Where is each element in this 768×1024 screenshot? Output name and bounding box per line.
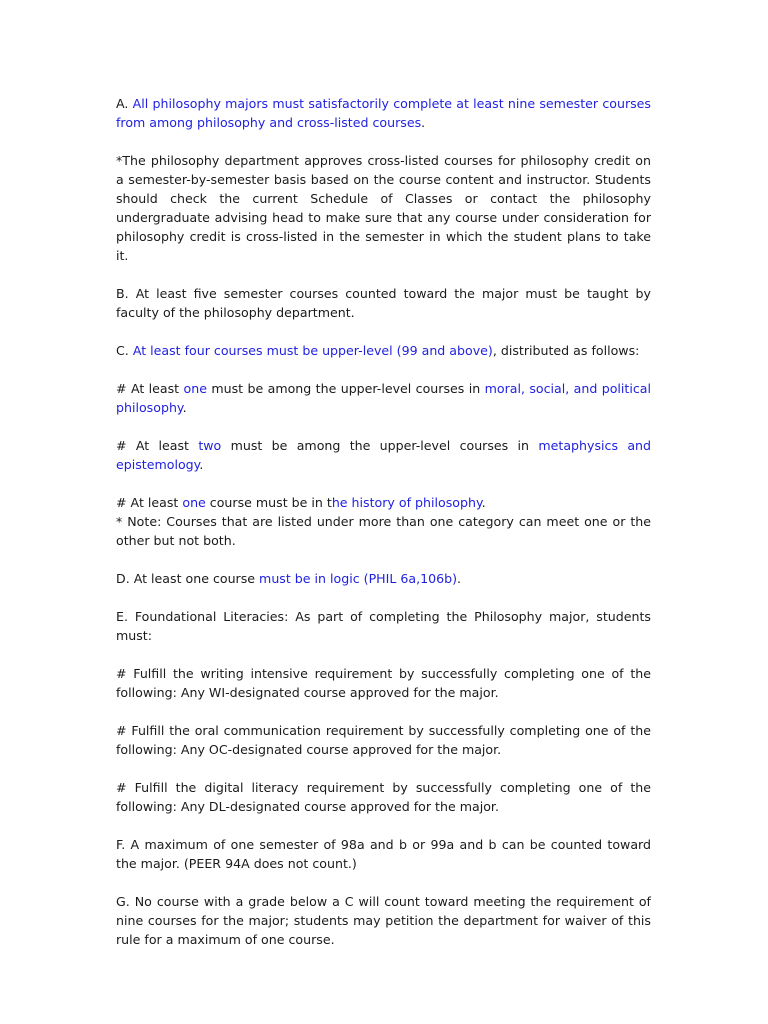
highlight-area: metaphysics and epistemology [116,438,652,472]
requirement-e: E. Foundational Literacies: As part of completing the Philosophy major, students must: [116,609,651,643]
requirement-e-writing: # Fulfill the writing intensive requirement by successfully completing one of the following: Any WI-designated course approved for the major. [116,666,651,700]
text-segment: must be among the upper-level courses in [206,381,485,396]
requirement-c [116,341,651,360]
highlight-area: he history of philosophy [331,495,482,510]
category-note: * Note: Courses that are listed under more than one category can meet one or the other but not both. [116,514,651,548]
text-segment: # At least [116,438,199,453]
requirement-c-label: C. [116,343,133,358]
requirement-c-metaphysics [116,436,651,474]
highlight-area: moral, social, and political philosophy [116,381,651,415]
text-segment: must be among the upper-level courses in [221,438,539,453]
requirement-a-label: A. [116,96,133,111]
highlight-count: two [198,438,222,453]
highlight-count: one [183,381,207,396]
requirement-c-moral [116,379,651,417]
requirement-d-highlight: must be in logic (PHIL 6a,106b) [259,571,458,586]
text-segment: # At least [116,495,183,510]
requirement-d [116,569,651,588]
requirement-c-history [116,493,651,512]
cross-listed-note: *The philosophy department approves cross-listed courses for philosophy credit on a semester-by-semester basis based on the course content and instructor. Students should check the current Schedule of Classes or contact the philosophy undergraduate advising head to make sure that any course under consideration for philosophy credit is cross-listed in the semester in which the student plans to take it. [116,153,651,263]
requirement-a-suffix: . [421,115,426,130]
text-segment: . [481,495,486,510]
requirement-a [116,94,651,132]
requirement-e-digital: # Fulfill the digital literacy requirement by successfully completing one of the following: Any DL-designated course approved for the major. [116,780,651,814]
highlight-count: one [182,495,206,510]
requirement-d-label: D. At least one course [116,571,260,586]
text-segment: . [199,457,204,472]
requirement-e-oral: # Fulfill the oral communication requirement by successfully completing one of the following: Any OC-designated course approved for the major. [116,723,651,757]
document-page [116,94,651,968]
requirement-a-highlight: All philosophy majors must satisfactorily complete at least nine semester courses from among philosophy and cross-listed courses [116,96,651,130]
requirement-c-suffix: , distributed as follows: [492,343,640,358]
requirement-g: G. No course with a grade below a C will count toward meeting the requirement of nine courses for the major; students may petition the department for waiver of this rule for a maximum of one course. [116,894,651,947]
text-segment: course must be in t [205,495,332,510]
text-segment: # At least [116,381,184,396]
requirement-d-suffix: . [457,571,462,586]
text-segment: . [182,400,187,415]
requirement-f: F. A maximum of one semester of 98a and b or 99a and b can be counted toward the major. (PEER 94A does not count.) [116,837,651,871]
requirement-c-highlight: At least four courses must be upper-level (99 and above) [132,343,493,358]
requirement-b: B. At least five semester courses counted toward the major must be taught by faculty of the philosophy department. [116,286,651,320]
